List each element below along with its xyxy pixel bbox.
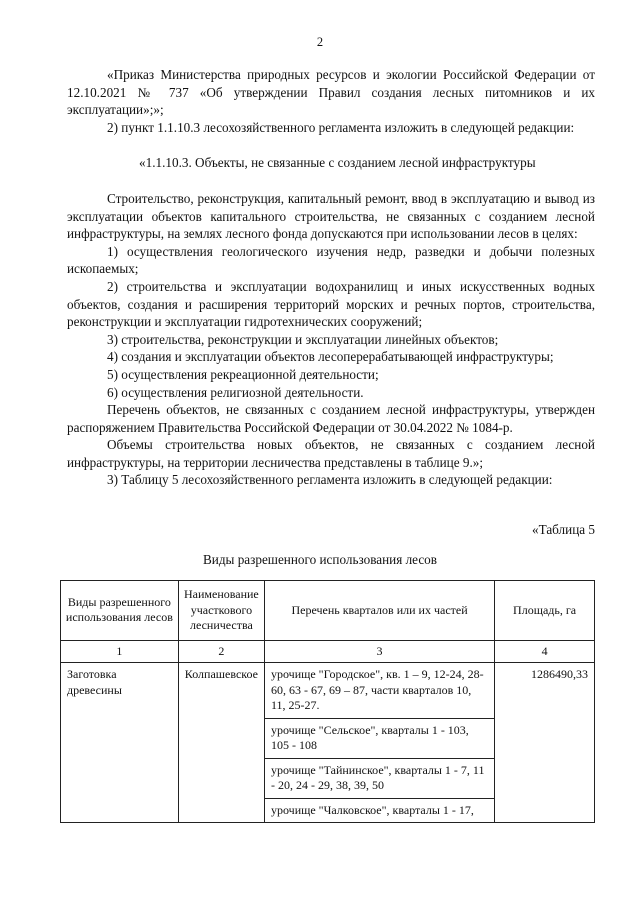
paragraph-item-2: 2) пункт 1.1.10.3 лесохозяйственного регламента изложить в следующей редакции: [107, 119, 575, 135]
cell-use-type: Заготовка древесины [61, 663, 179, 823]
table-row [61, 663, 595, 719]
section-heading: «1.1.10.3. Объекты, не связанные с созданием лесной инфраструктуры [139, 155, 536, 171]
list-item-reservoirs: 2) строительства и эксплуатации водохранилищ и иных искусственных водных объектов, создания и расширения территорий морских и речных портов, строительства, реконструкции и эксплуатации гидротехнических сооружений; [67, 278, 595, 330]
table-label: «Таблица 5 [532, 522, 595, 537]
paragraph-order-reference: «Приказ Министерства природных ресурсов и экологии Российской Федерации от 12.10.2021 № 737 «Об утверждении Правил создания лесных питомников и их эксплуатации»;»; [67, 67, 595, 118]
body-text [67, 66, 595, 489]
cell-quarters: урочище "Сельское", кварталы 1 - 103, 105 - 108 [264, 718, 494, 758]
cell-quarters: урочище "Городское", кв. 1 – 9, 12-24, 28-60, 63 - 67, 69 – 87, части кварталов 10, 11, 25-27. [264, 663, 494, 719]
list-item-wood-processing: 4) создания и эксплуатации объектов лесоперерабатывающей инфраструктуры; [107, 349, 554, 365]
header-area: Площадь, га [495, 581, 595, 641]
header-use-types: Виды разрешенного использования лесов [61, 581, 179, 641]
paragraph-item-3: 3) Таблицу 5 лесохозяйственного регламента изложить в следующей редакции: [107, 472, 553, 488]
forest-use-table [60, 580, 595, 823]
column-number-row [61, 640, 595, 663]
paragraph-construction: Строительство, реконструкция, капитальный ремонт, ввод в эксплуатацию и вывод из эксплуатации объектов капитального строительства, не связанных с созданием лесной инфраструктуры, на землях лесного фонда допускаются при использовании лесов в целях: [67, 190, 595, 242]
paragraph-construction-volumes: Объемы строительства новых объектов, не связанных с созданием лесной инфраструктуры, на территории лесничества представлены в таблице 9.»; [67, 437, 595, 470]
header-quarters: Перечень кварталов или их частей [264, 581, 494, 641]
header-district: Наименование участкового лесничества [178, 581, 264, 641]
cell-district: Колпашевское [178, 663, 264, 823]
cell-quarters: урочище "Чалковское", кварталы 1 - 17, [264, 798, 494, 823]
column-number: 1 [61, 640, 179, 663]
list-item-geology: 1) осуществления геологического изучения недр, разведки и добычи полезных ископаемых; [67, 243, 595, 277]
column-number: 2 [178, 640, 264, 663]
list-item-recreation: 5) осуществления рекреационной деятельности; [107, 366, 379, 382]
table-title: Виды разрешенного использования лесов [202, 552, 438, 567]
page-number: 2 [316, 35, 324, 49]
table-header-row [61, 581, 595, 641]
column-number: 4 [495, 640, 595, 663]
list-item-religion: 6) осуществления религиозной деятельности. [107, 384, 364, 400]
cell-quarters: урочище "Тайнинское", кварталы 1 - 7, 11 - 20, 24 - 29, 38, 39, 50 [264, 758, 494, 798]
column-number: 3 [264, 640, 494, 663]
cell-area: 1286490,33 [495, 663, 595, 823]
paragraph-objects-list: Перечень объектов, не связанных с созданием лесной инфраструктуры, утвержден распоряжением Правительства Российской Федерации от 30.04.2022 № 1084-р. [67, 402, 595, 435]
list-item-linear-objects: 3) строительства, реконструкции и эксплуатации линейных объектов; [107, 331, 499, 347]
